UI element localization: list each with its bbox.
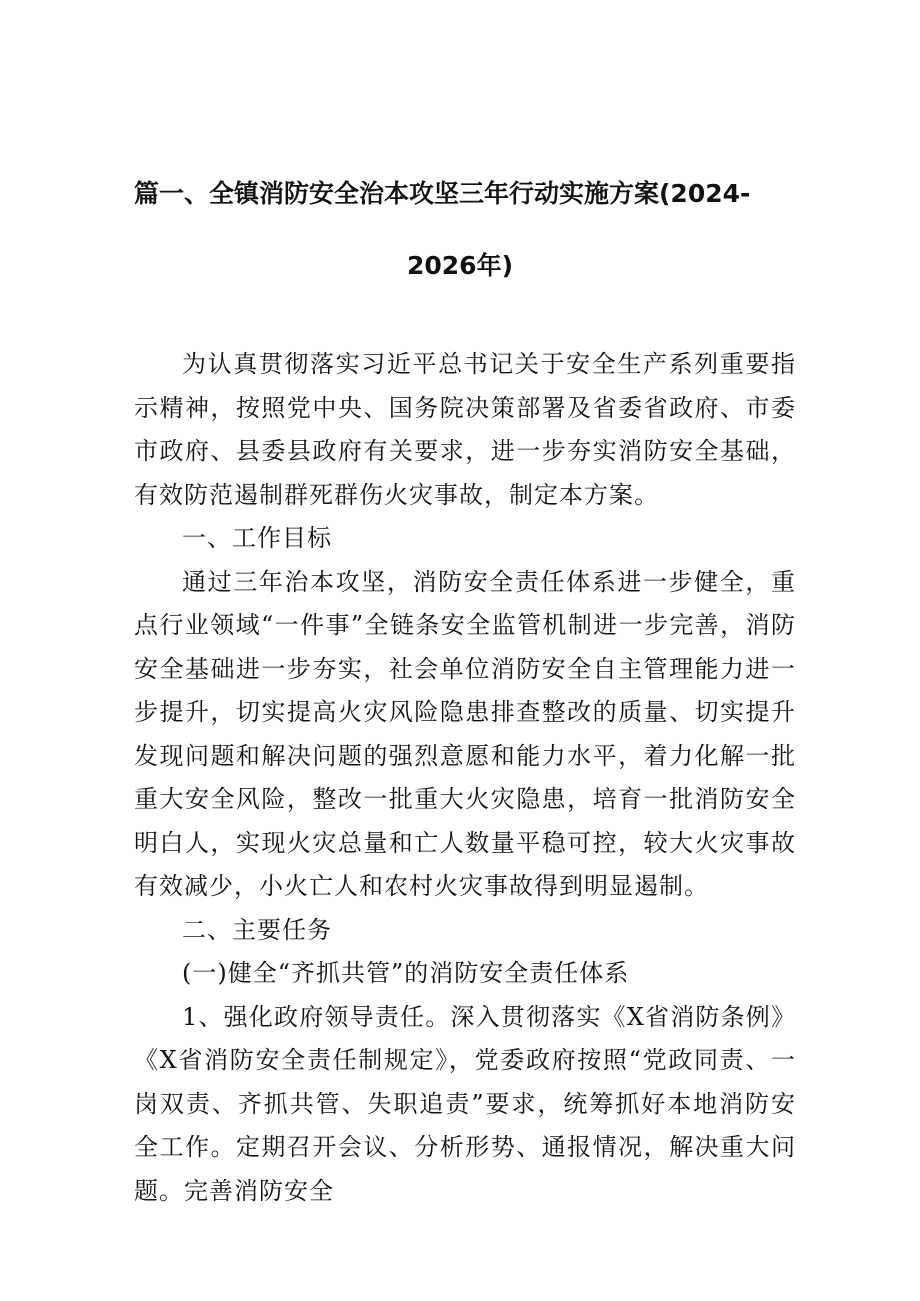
item1-paragraph: 1、强化政府领导责任。深入贯彻落实《X省消防条例》《X省消防安全责任制规定》，党委政府按照“党政同责、一岗双责、齐抓共管、失职追责”要求，统筹抓好本地消防安全工作。定期召开会议、分析形势、通报情况，解决重大问题。完善消防安全: [134, 1002, 796, 1205]
document-title-line2: 2026年): [406, 251, 513, 280]
section1-heading: 一、工作目标: [182, 524, 332, 552]
document-body: [134, 343, 796, 1213]
section1-paragraph: 通过三年治本攻坚，消防安全责任体系进一步健全，重点行业领域“一件事”全链条安全监管机制进一步完善，消防安全基础进一步夯实，社会单位消防安全自主管理能力进一步提升，切实提高火灾风险隐患排查整改的质量、切实提升发现问题和解决问题的强烈意愿和能力水平，着力化解一批重大安全风险，整改一批重大火灾隐患，培育一批消防安全明白人，实现火灾总量和亡人数量平稳可控，较大火灾事故有效减少，小火亡人和农村火灾事故得到明显遏制。: [134, 567, 796, 900]
document-title-line1: 篇一、全镇消防安全治本攻坚三年行动实施方案(2024-: [134, 179, 751, 208]
subsection1-heading: (一)健全“齐抓共管”的消防安全责任体系: [182, 959, 630, 987]
section2-heading: 二、主要任务: [182, 915, 332, 944]
intro-paragraph: 为认真贯彻落实习近平总书记关于安全生产系列重要指示精神，按照党中央、国务院决策部署及省委省政府、市委市政府、县委县政府有关要求，进一步夯实消防安全基础，有效防范遏制群死群伤火灾事故，制定本方案。: [134, 350, 796, 509]
